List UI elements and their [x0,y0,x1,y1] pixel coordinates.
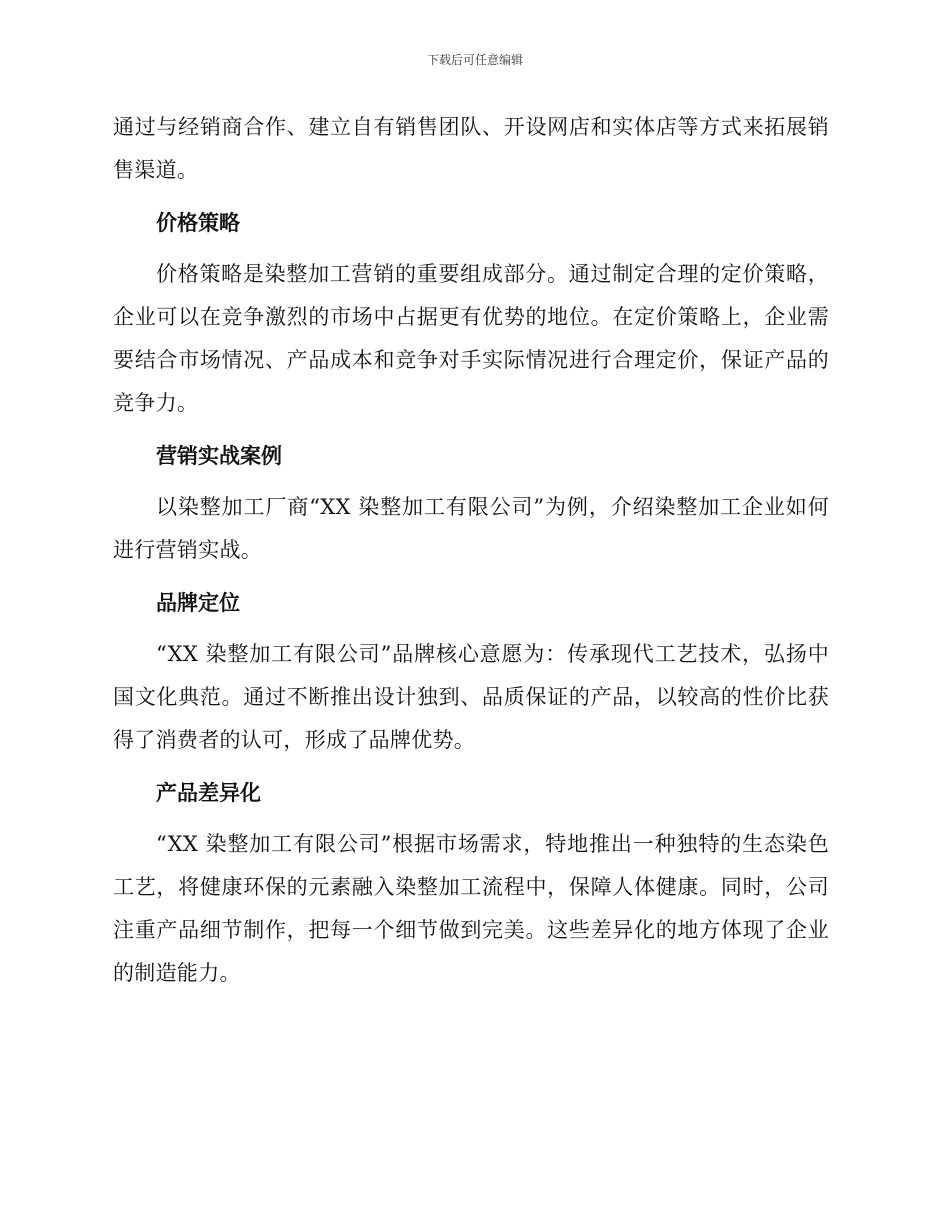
page-header: 下载后可任意编辑 [426,53,523,67]
document-body [113,106,829,995]
paragraph-brand-positioning: “XX 染整加工有限公司”品牌核心意愿为：传承现代工艺技术，弘扬中国文化典范。通过不断推出设计独到、品质保证的产品，以较高的性价比获得了消费者的认可，形成了品牌优势。 [113,642,829,752]
heading-marketing-case: 营销实战案例 [156,444,282,468]
paragraph-marketing-case: 以染整加工厂商“XX 染整加工有限公司”为例，介绍染整加工企业如何进行营销实战。 [113,495,829,562]
paragraph-sales-channels: 通过与经销商合作、建立自有销售团队、开设网店和实体店等方式来拓展销售渠道。 [113,115,829,182]
heading-product-differentiation: 产品差异化 [156,781,261,805]
heading-price-strategy: 价格策略 [156,211,240,235]
paragraph-price-strategy: 价格策略是染整加工营销的重要组成部分。通过制定合理的定价策略，企业可以在竞争激烈的市场中占据更有优势的地位。在定价策略上，企业需要结合市场情况、产品成本和竞争对手实际情况进行合理定价，保证产品的竞争力。 [113,262,829,415]
heading-brand-positioning: 品牌定位 [156,591,240,615]
paragraph-product-differentiation: “XX 染整加工有限公司”根据市场需求，特地推出一种独特的生态染色工艺，将健康环保的元素融入染整加工流程中，保障人体健康。同时，公司注重产品细节制作，把每一个细节做到完美。这些差异化的地方体现了企业的制造能力。 [113,832,829,985]
